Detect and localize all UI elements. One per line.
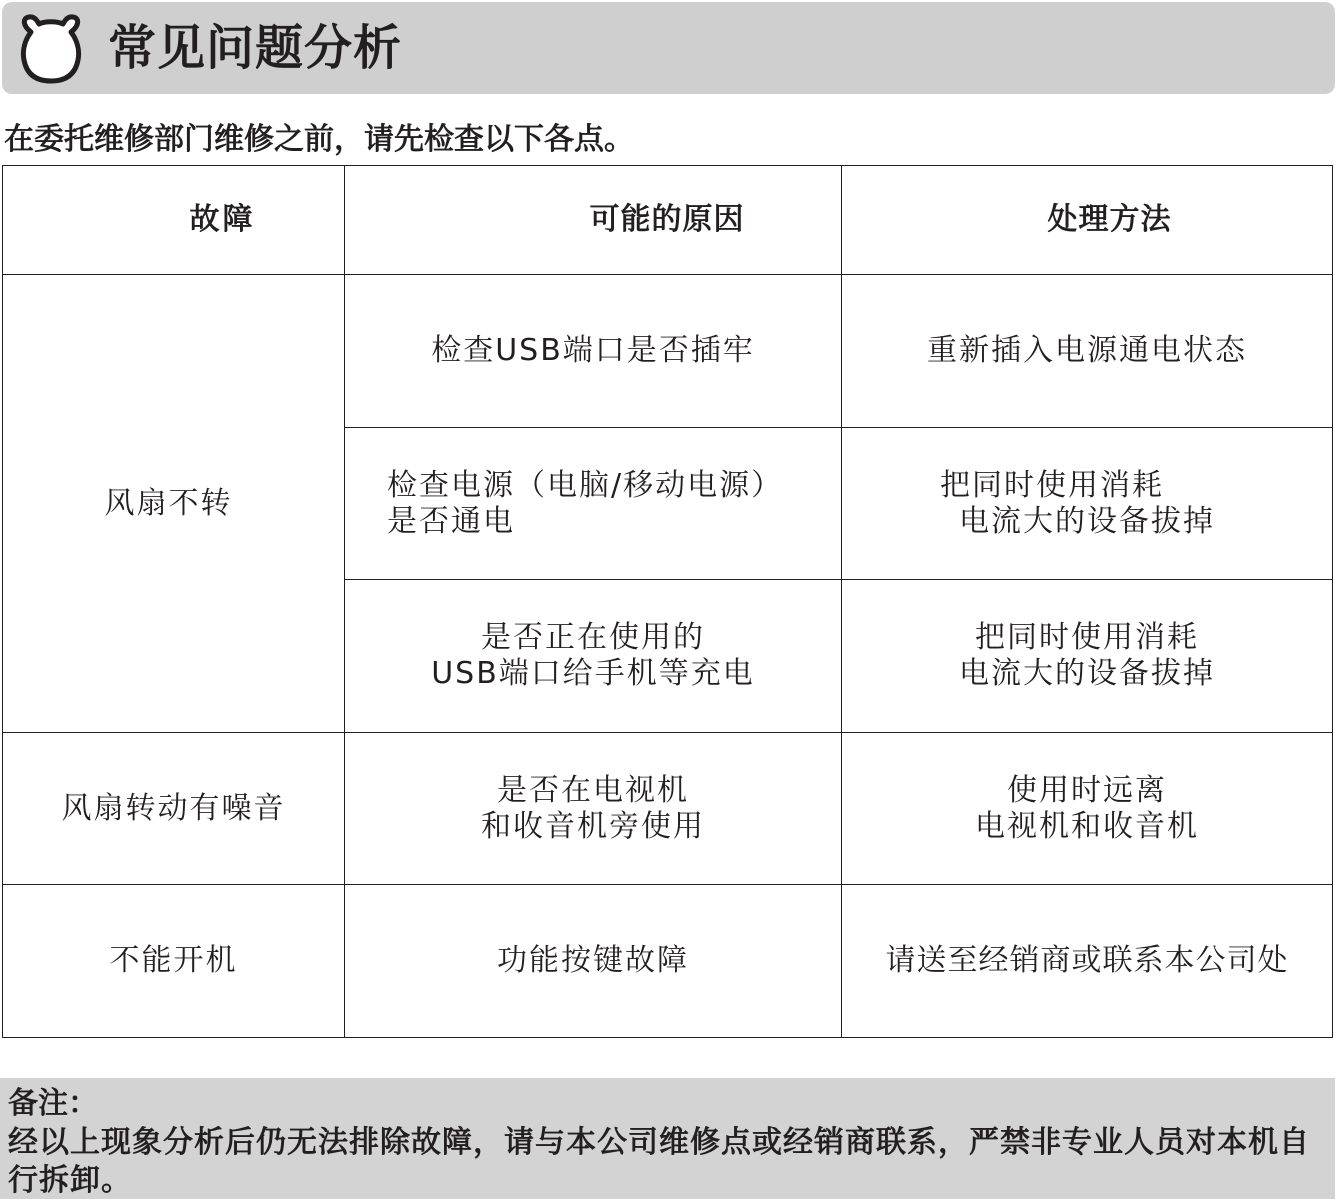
fault-cell: 风扇转动有噪音: [3, 733, 345, 885]
cause-cell: 检查电源（电脑/移动电源） 是否通电: [345, 428, 842, 580]
table-row: [3, 275, 1333, 428]
fault-cell: 不能开机: [3, 885, 345, 1038]
solution-cell: 重新插入电源通电状态: [842, 275, 1333, 428]
intro-text: 在委托维修部门维修之前，请先检查以下各点。: [4, 122, 634, 157]
solution-cell: 使用时远离 电视机和收音机: [842, 733, 1333, 885]
solution-cell: 把同时使用消耗 电流大的设备拔掉: [842, 428, 1333, 580]
table-row: [3, 733, 1333, 885]
column-header-fault: 故障: [3, 166, 345, 275]
section-header: [2, 2, 1335, 94]
bear-face-icon: [18, 14, 84, 84]
cause-cell: 是否在电视机 和收音机旁使用: [345, 733, 842, 885]
page-title: 常见问题分析: [108, 20, 403, 76]
column-header-cause: 可能的原因: [345, 166, 842, 275]
note-title: 备注：: [8, 1086, 98, 1121]
cause-cell: 功能按键故障: [345, 885, 842, 1038]
cause-cell: 检查USB端口是否插牢: [345, 275, 842, 428]
note-box: [0, 1078, 1335, 1199]
cause-cell: 是否正在使用的 USB端口给手机等充电: [345, 580, 842, 733]
column-header-solution: 处理方法: [842, 166, 1333, 275]
fault-cell: 风扇不转: [3, 275, 345, 733]
note-body: 经以上现象分析后仍无法排除故障，请与本公司维修点或经销商联系，严禁非专业人员对本机自行拆卸。: [8, 1125, 1310, 1198]
solution-cell: 把同时使用消耗 电流大的设备拔掉: [842, 580, 1333, 733]
troubleshooting-table: [2, 165, 1333, 1038]
table-row: [3, 885, 1333, 1038]
table-header-row: [3, 166, 1333, 275]
solution-cell: 请送至经销商或联系本公司处: [842, 885, 1333, 1038]
